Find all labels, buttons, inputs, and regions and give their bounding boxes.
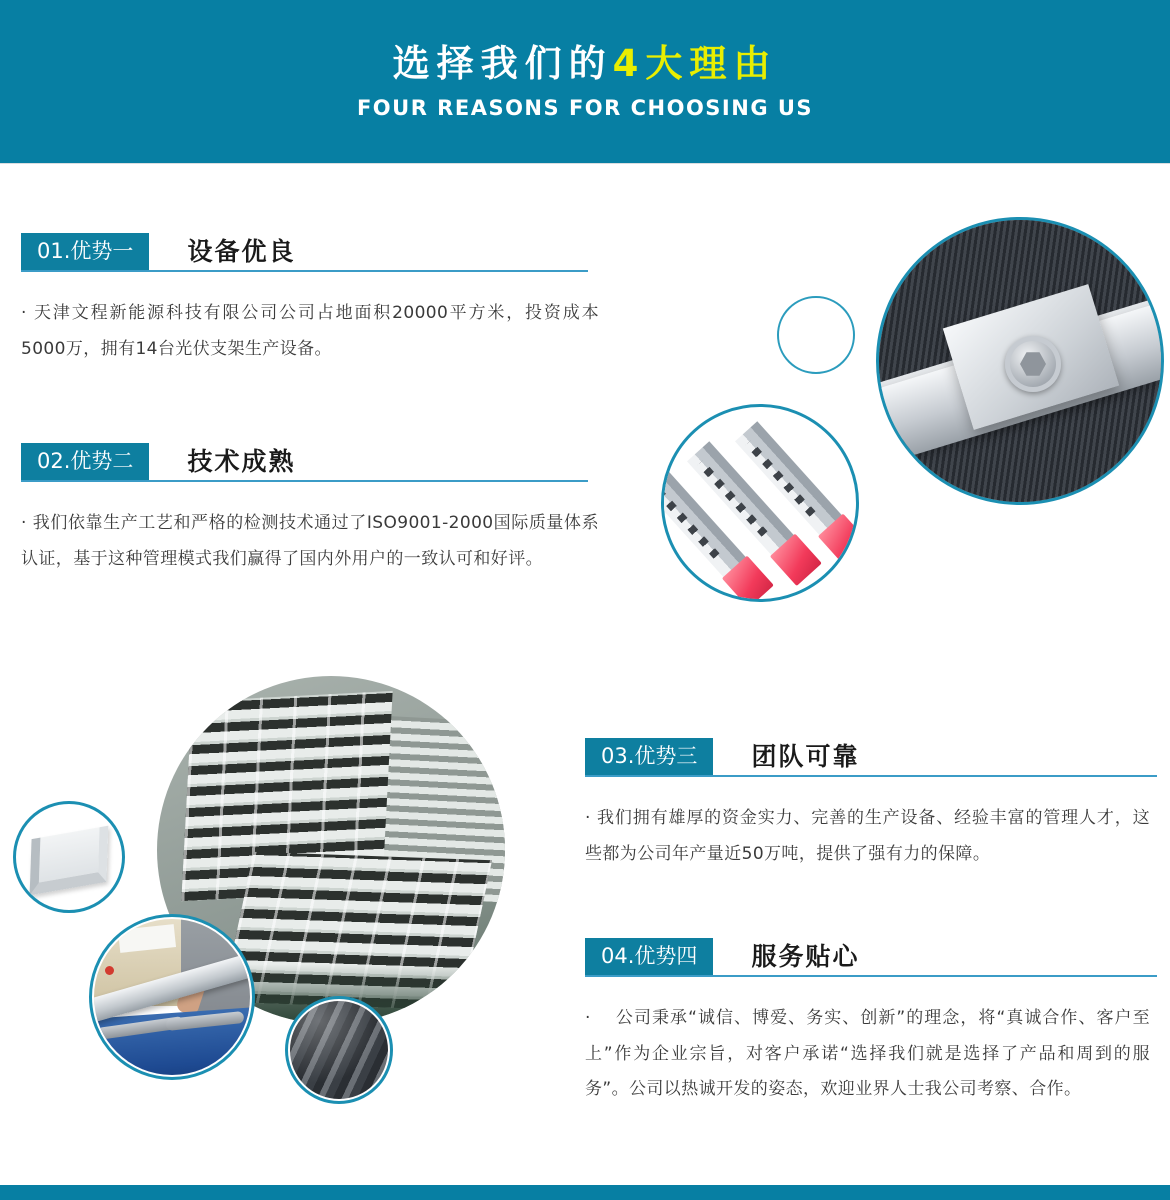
page-subtitle: FOUR REASONS FOR CHOOSING US: [356, 95, 814, 120]
advantage-section-4: [585, 938, 1150, 1108]
photo-solar-mid-clamp: [876, 217, 1164, 505]
hex-bolt: [1005, 336, 1061, 392]
advantage-4-header: [585, 938, 1150, 975]
advantage-2-underline: [21, 480, 588, 482]
photo-u-channel-profile: [13, 801, 125, 913]
advantage-4-underline: [585, 975, 1157, 977]
advantage-section-1: [21, 233, 599, 367]
footer-band: [0, 1185, 1170, 1200]
advantage-1-title: 设备优良: [187, 237, 296, 266]
photo-production-line: [89, 914, 255, 1080]
page-title-main: 选择我们的: [392, 42, 613, 86]
advantage-3-body: · 我们拥有雄厚的资金实力、完善的生产设备、经验丰富的管理人才，这些都为公司年产量近50万吨，提供了强有力的保障。: [585, 808, 1150, 864]
advantage-1-header: [21, 233, 599, 270]
production-line-photo-inner: [94, 919, 250, 1075]
advantage-3-underline: [585, 775, 1157, 777]
advantage-2-title: 技术成熟: [187, 447, 296, 476]
advantage-3-header: [585, 738, 1150, 775]
advantage-2-body: · 我们依靠生产工艺和严格的检测技术通过了ISO9001-2000国际质量体系认证，基于这种管理模式我们赢得了国内外用户的一致认可和好评。: [21, 513, 599, 569]
steel-strips-pattern: [290, 1001, 388, 1099]
u-channel-shape: [30, 825, 109, 895]
page-title-highlight: 4大理由: [612, 42, 778, 86]
steel-strips-photo-inner: [290, 1001, 388, 1099]
advantage-3-badge: 03.优势三: [585, 738, 713, 775]
advantage-4-title: 服务贴心: [751, 942, 860, 971]
photo-steel-strip-stacks: [285, 996, 393, 1104]
advantage-4-body: · 公司秉承“诚信、博爱、务实、创新”的理念，将“真诚合作、客户至上”作为企业宗旨，对客户承诺“选择我们就是选择了产品和周到的服务”。公司以热诚开发的姿态，欢迎业界人士我公司考察、合作。: [585, 1008, 1150, 1100]
advantage-2-header: [21, 443, 599, 480]
advantage-section-3: [585, 738, 1150, 872]
advantage-1-underline: [21, 270, 588, 272]
advantage-1-body: · 天津文程新能源科技有限公司公司占地面积20000平方米，投资成本5000万，拥有14台光伏支架生产设备。: [21, 303, 599, 359]
decorative-outline-circle: [777, 296, 855, 374]
advantage-1-badge: 01.优势一: [21, 233, 149, 270]
advantage-section-2: [21, 443, 599, 577]
advantage-2-badge: 02.优势二: [21, 443, 149, 480]
photo-steel-brackets: [661, 404, 859, 602]
advantage-4-badge: 04.优势四: [585, 938, 713, 975]
page-title: [393, 43, 778, 86]
advantage-3-title: 团队可靠: [751, 742, 860, 771]
machine-button: [105, 966, 114, 975]
hex-socket: [1020, 351, 1046, 377]
header-band: [0, 0, 1170, 164]
